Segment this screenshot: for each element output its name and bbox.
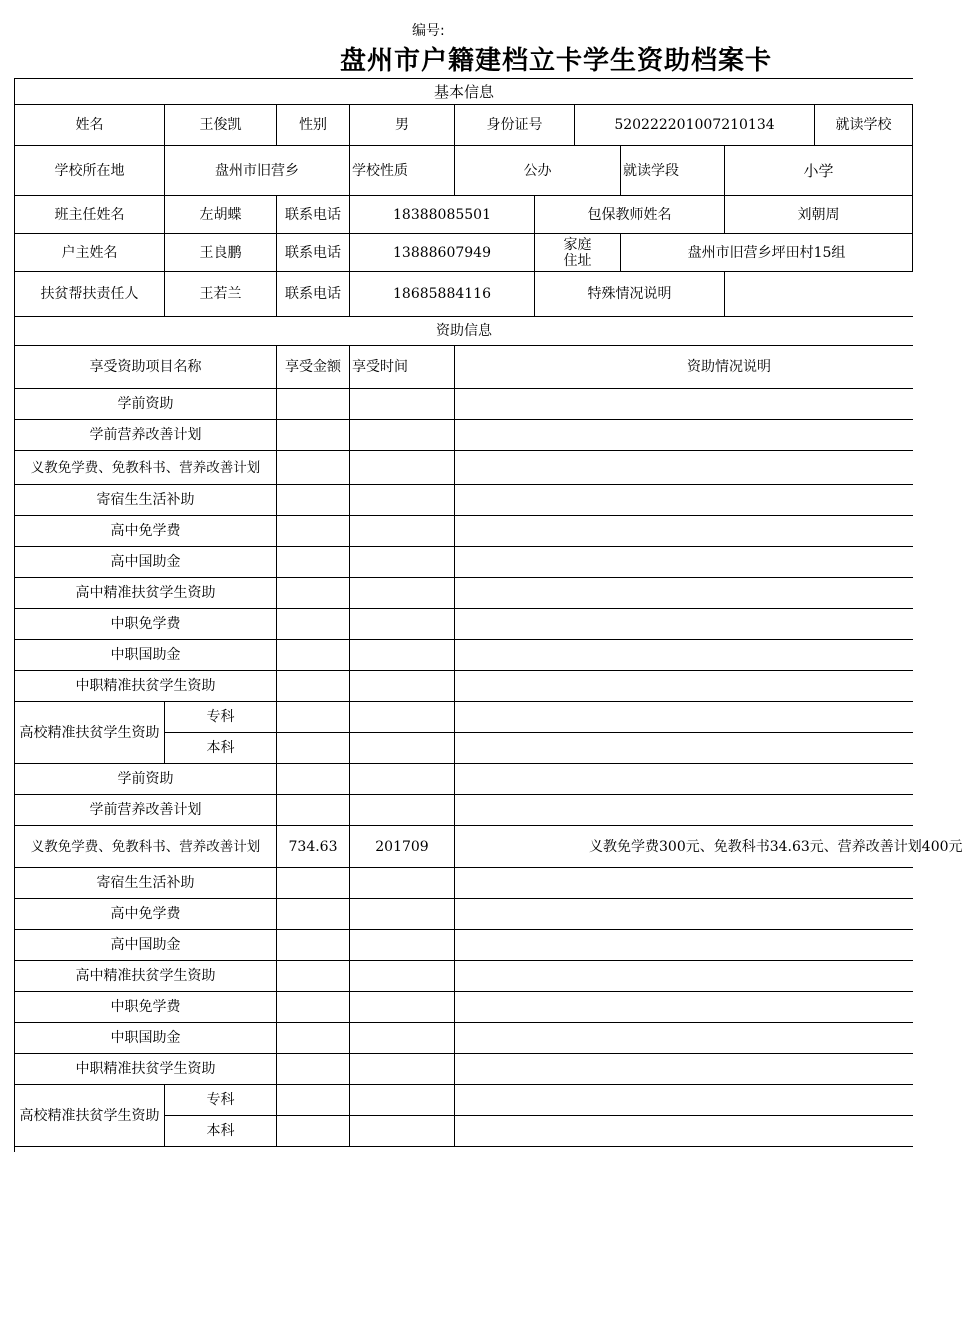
aid-note: 义教免学费300元、免教科书34.63元、营养改善计划400元 xyxy=(455,826,913,868)
aid-item-name: 高中免学费 xyxy=(15,899,277,930)
aid-amount xyxy=(277,795,350,826)
aid-time xyxy=(350,992,455,1023)
aid-amount xyxy=(277,389,350,420)
aid-note xyxy=(455,640,913,671)
aid-amount xyxy=(277,868,350,899)
aid-amount xyxy=(277,1116,350,1147)
aid-note xyxy=(455,547,913,578)
aid-college-label: 高校精准扶贫学生资助 xyxy=(15,1085,165,1147)
aid-time xyxy=(350,516,455,547)
aid-amount xyxy=(277,485,350,516)
aid-item-name: 高中国助金 xyxy=(15,547,277,578)
householder-phone: 13888607949 xyxy=(350,234,535,272)
school-location-label: 学校所在地 xyxy=(15,146,165,196)
address-label: 家庭住址 xyxy=(535,234,621,272)
aid-note xyxy=(455,1054,913,1085)
aid-note xyxy=(455,516,913,547)
stage-value: 小学 xyxy=(725,146,913,196)
school-location-value: 盘州市旧营乡 xyxy=(165,146,350,196)
poverty-phone: 18685884116 xyxy=(350,272,535,317)
aid-college-label: 高校精准扶贫学生资助 xyxy=(15,702,165,764)
aid-time xyxy=(350,899,455,930)
aid-time xyxy=(350,868,455,899)
aid-item-name: 中职精准扶贫学生资助 xyxy=(15,1054,277,1085)
aid-item-name: 中职免学费 xyxy=(15,609,277,640)
aid-note xyxy=(455,764,913,795)
aid-time xyxy=(350,1116,455,1147)
aid-note xyxy=(455,1116,913,1147)
poverty-value: 王若兰 xyxy=(165,272,277,317)
aid-item-name: 中职免学费 xyxy=(15,992,277,1023)
aid-time: 201709 xyxy=(350,826,455,868)
aid-amount xyxy=(277,547,350,578)
teacher-value: 左胡蝶 xyxy=(165,196,277,234)
aid-note xyxy=(455,930,913,961)
gender-label: 性别 xyxy=(277,105,350,146)
householder-label: 户主姓名 xyxy=(15,234,165,272)
school-label: 就读学校 xyxy=(815,105,913,146)
aid-time xyxy=(350,961,455,992)
special-label: 特殊情况说明 xyxy=(535,272,725,317)
poverty-label: 扶贫帮扶责任人 xyxy=(15,272,165,317)
aid-note xyxy=(455,992,913,1023)
aid-time xyxy=(350,609,455,640)
aid-item-name: 高中国助金 xyxy=(15,930,277,961)
aid-sub-zhuanke: 专科 xyxy=(165,1085,277,1116)
col-amount-header: 享受金额 xyxy=(277,346,350,389)
aid-note xyxy=(455,578,913,609)
aid-sub-zhuanke: 专科 xyxy=(165,702,277,733)
aid-amount xyxy=(277,578,350,609)
aid-note xyxy=(455,961,913,992)
mentor-label: 包保教师姓名 xyxy=(535,196,725,234)
aid-note xyxy=(455,451,913,485)
school-type-value: 公办 xyxy=(455,146,621,196)
aid-item-name: 义教免学费、免教科书、营养改善计划 xyxy=(15,451,277,485)
aid-note xyxy=(455,795,913,826)
aid-time xyxy=(350,795,455,826)
aid-amount xyxy=(277,1023,350,1054)
aid-amount xyxy=(277,899,350,930)
aid-item-name: 义教免学费、免教科书、营养改善计划 xyxy=(15,826,277,868)
col-item-header: 享受资助项目名称 xyxy=(15,346,277,389)
school-type-label: 学校性质 xyxy=(350,146,455,196)
special-value xyxy=(725,272,913,317)
aid-time xyxy=(350,764,455,795)
aid-amount xyxy=(277,671,350,702)
mentor-value: 刘朝周 xyxy=(725,196,913,234)
page-title: 盘州市户籍建档立卡学生资助档案卡 xyxy=(340,46,773,76)
stage-label: 就读学段 xyxy=(621,146,725,196)
aid-time xyxy=(350,578,455,609)
aid-amount xyxy=(277,1085,350,1116)
aid-item-name: 中职国助金 xyxy=(15,1023,277,1054)
aid-amount xyxy=(277,609,350,640)
aid-time xyxy=(350,389,455,420)
id-value: 520222201007210134 xyxy=(575,105,815,146)
aid-amount xyxy=(277,640,350,671)
gender-value: 男 xyxy=(350,105,455,146)
aid-time xyxy=(350,702,455,733)
aid-amount xyxy=(277,451,350,485)
aid-sub-benke: 本科 xyxy=(165,1116,277,1147)
aid-time xyxy=(350,1054,455,1085)
aid-item-name: 高中精准扶贫学生资助 xyxy=(15,961,277,992)
aid-note xyxy=(455,868,913,899)
aid-item-name: 高中精准扶贫学生资助 xyxy=(15,578,277,609)
aid-item-name: 高中免学费 xyxy=(15,516,277,547)
aid-amount xyxy=(277,1054,350,1085)
aid-note xyxy=(455,389,913,420)
aid-note xyxy=(455,420,913,451)
aid-time xyxy=(350,485,455,516)
aid-amount xyxy=(277,764,350,795)
aid-time xyxy=(350,640,455,671)
number-label: 编号: xyxy=(412,23,445,39)
aid-note xyxy=(455,485,913,516)
householder-value: 王良鹏 xyxy=(165,234,277,272)
address-value: 盘州市旧营乡坪田村15组 xyxy=(621,234,913,272)
aid-amount xyxy=(277,733,350,764)
aid-amount xyxy=(277,930,350,961)
teacher-phone: 18388085501 xyxy=(350,196,535,234)
aid-note xyxy=(455,1023,913,1054)
aid-item-name: 学前资助 xyxy=(15,389,277,420)
poverty-phone-label: 联系电话 xyxy=(277,272,350,317)
aid-amount xyxy=(277,516,350,547)
name-label: 姓名 xyxy=(15,105,165,146)
householder-phone-label: 联系电话 xyxy=(277,234,350,272)
aid-time xyxy=(350,1023,455,1054)
aid-time xyxy=(350,420,455,451)
aid-amount xyxy=(277,992,350,1023)
aid-note xyxy=(455,609,913,640)
col-note-header: 资助情况说明 xyxy=(455,346,913,389)
aid-time xyxy=(350,733,455,764)
aid-note xyxy=(455,733,913,764)
aid-amount xyxy=(277,961,350,992)
name-value: 王俊凯 xyxy=(165,105,277,146)
aid-amount xyxy=(277,702,350,733)
col-time-header: 享受时间 xyxy=(350,346,455,389)
aid-item-name: 学前营养改善计划 xyxy=(15,420,277,451)
teacher-label: 班主任姓名 xyxy=(15,196,165,234)
aid-item-name: 中职精准扶贫学生资助 xyxy=(15,671,277,702)
aid-item-name: 寄宿生生活补助 xyxy=(15,868,277,899)
aid-info-title: 资助信息 xyxy=(15,317,913,346)
aid-time xyxy=(350,1085,455,1116)
aid-amount: 734.63 xyxy=(277,826,350,868)
aid-item-name: 学前资助 xyxy=(15,764,277,795)
basic-info-title: 基本信息 xyxy=(15,79,913,105)
aid-note xyxy=(455,1085,913,1116)
aid-item-name: 寄宿生生活补助 xyxy=(15,485,277,516)
aid-note xyxy=(455,702,913,733)
aid-item-name: 中职国助金 xyxy=(15,640,277,671)
aid-note xyxy=(455,671,913,702)
id-label: 身份证号 xyxy=(455,105,575,146)
aid-amount xyxy=(277,420,350,451)
teacher-phone-label: 联系电话 xyxy=(277,196,350,234)
aid-item-name: 学前营养改善计划 xyxy=(15,795,277,826)
aid-time xyxy=(350,547,455,578)
aid-time xyxy=(350,671,455,702)
aid-time xyxy=(350,451,455,485)
record-card-table xyxy=(14,78,963,1152)
aid-note xyxy=(455,899,913,930)
aid-sub-benke: 本科 xyxy=(165,733,277,764)
aid-time xyxy=(350,930,455,961)
